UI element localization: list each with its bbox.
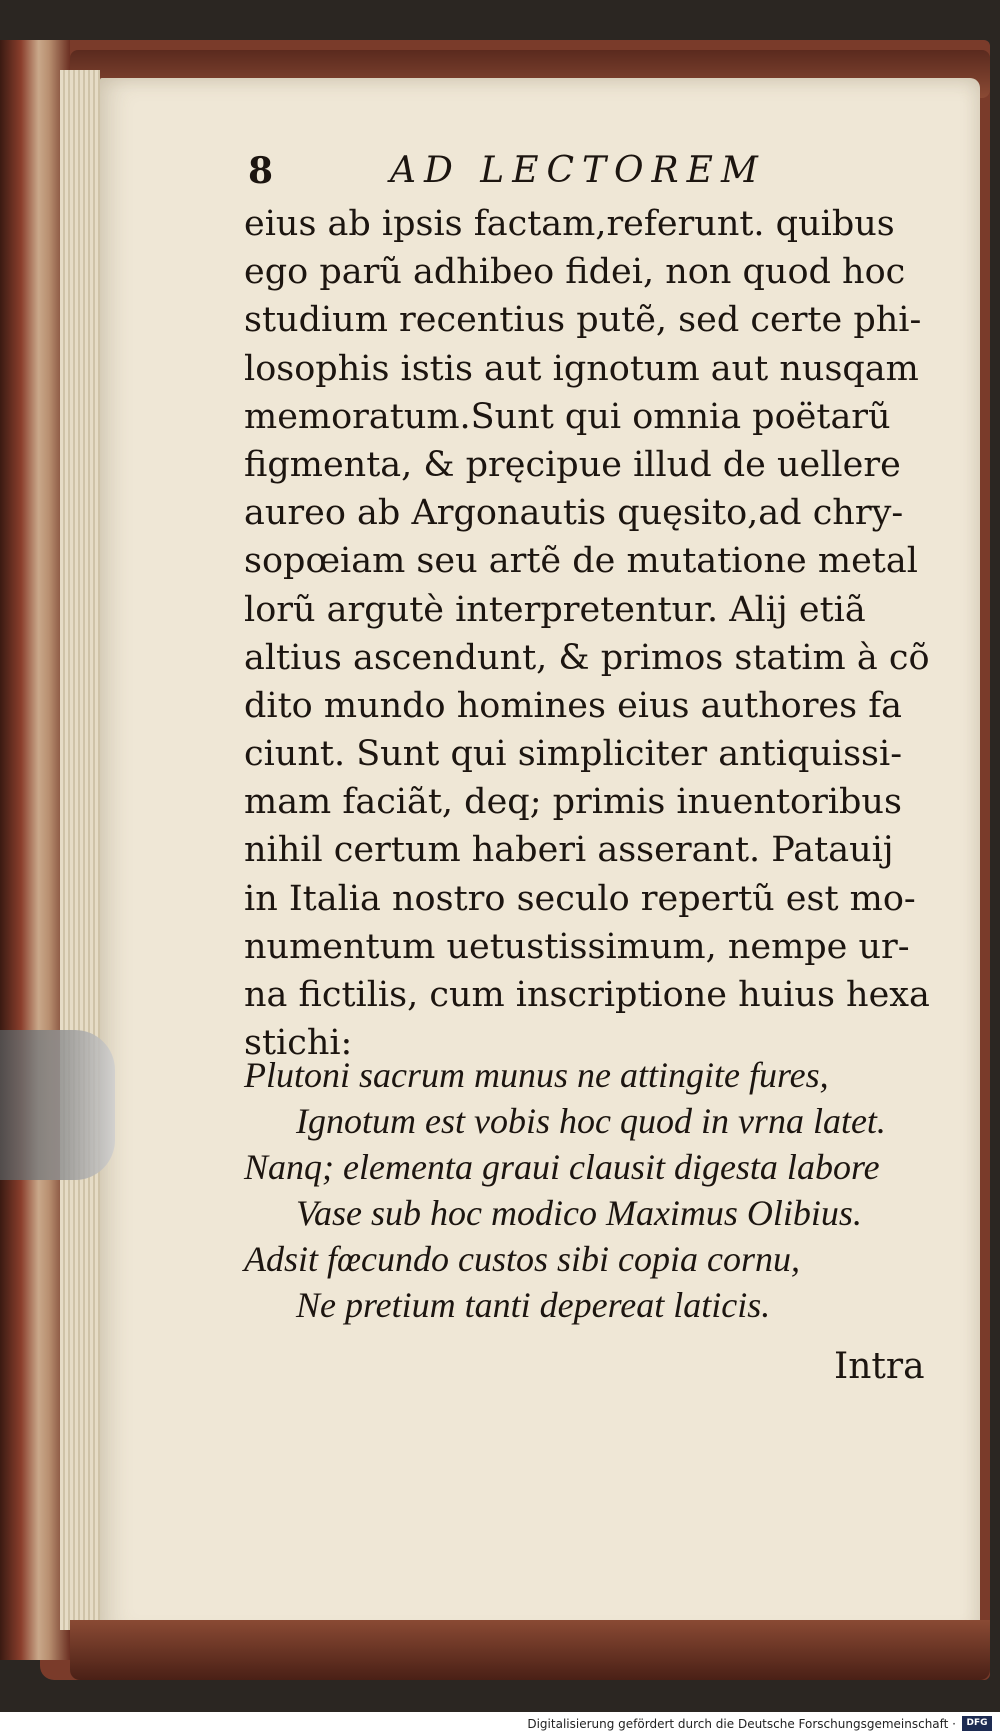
text-line: mam faciãt, deq; primis inuentoribus (244, 782, 902, 823)
verse-inscription (244, 1052, 934, 1328)
text-line: numentum uetustissimum, nempe ur- (244, 926, 910, 967)
text-line: sopœiam seu artẽ de mutatione metal (244, 541, 918, 582)
verse-line: Nanq; elementa graui clausit digesta labore (244, 1147, 880, 1187)
text-line: altius ascendunt, & primos statim à cõ (244, 637, 930, 678)
funding-credit: Digitalisierung gefördert durch die Deutsche Forschungsgemeinschaft · (527, 1717, 956, 1731)
body-text (244, 200, 930, 1067)
page-clip (0, 1030, 115, 1180)
text-line: figmenta, & pręcipue illud de uellere (244, 444, 901, 485)
verse-line: Ne pretium tanti depereat laticis. (296, 1285, 771, 1325)
cover-bottom-edge (70, 1620, 990, 1680)
page-edges (60, 70, 100, 1630)
text-line: losophis istis aut ignotum aut nusqam (244, 348, 919, 389)
text-line: nihil certum haberi asserant. Patauij (244, 830, 894, 871)
text-line: in Italia nostro seculo repertũ est mo- (244, 878, 916, 919)
verse-line: Ignotum est vobis hoc quod in vrna latet. (296, 1101, 886, 1141)
text-line: memoratum.Sunt qui omnia poëtarũ (244, 396, 891, 437)
text-line: na fictilis, cum inscriptione huius hexa (244, 975, 930, 1015)
catchword: Intra (834, 1346, 925, 1387)
running-head: AD LECTOREM (390, 150, 766, 191)
page-header (240, 140, 940, 200)
text-line: ego parũ adhibeo fidei, non quod hoc (244, 252, 906, 293)
verse-line: Adsit fœcundo custos sibi copia cornu, (244, 1239, 800, 1279)
verse-line: Plutoni sacrum munus ne attingite fures, (244, 1055, 829, 1095)
text-line: studium recentius putẽ, sed certe phi- (244, 300, 922, 341)
footer-bar (0, 1712, 1000, 1736)
page-number: 8 (248, 150, 274, 192)
dfg-logo: DFG (962, 1716, 992, 1731)
text-line: aureo ab Argonautis quęsito,ad chry- (244, 493, 904, 534)
text-line: stichi: (244, 1023, 353, 1064)
text-line: lorũ argutè interpretentur. Alij etiã (244, 589, 866, 630)
text-line: ciunt. Sunt qui simpliciter antiquissi- (244, 734, 903, 775)
verse-line: Vase sub hoc modico Maximus Olibius. (296, 1193, 862, 1233)
text-line: eius ab ipsis factam,referunt. quibus (244, 204, 895, 244)
text-line: dito mundo homines eius authores fa (244, 685, 903, 726)
